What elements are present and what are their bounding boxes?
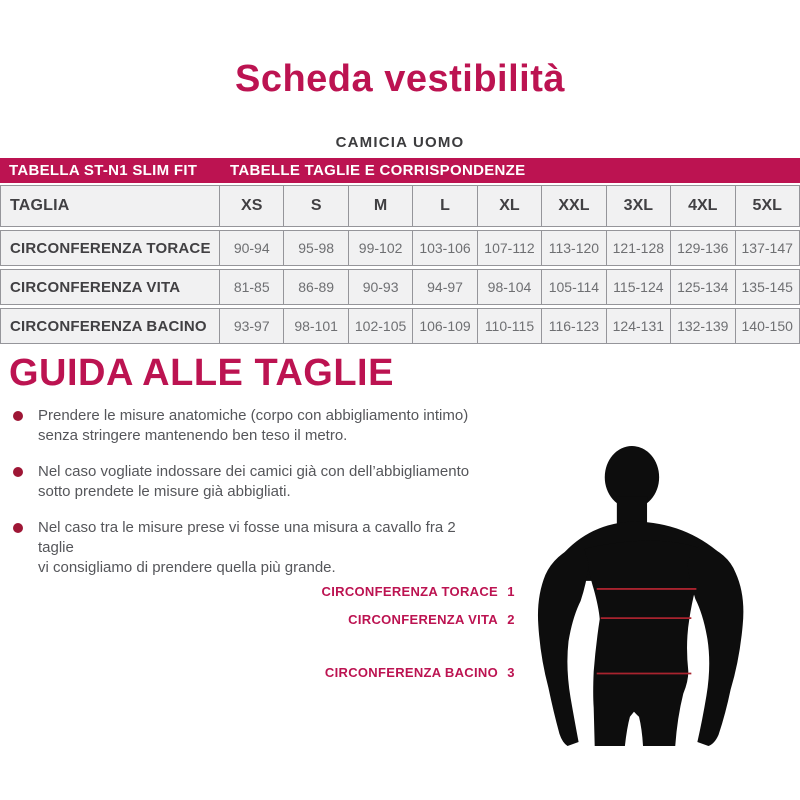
page-subtitle: CAMICIA UOMO (335, 134, 465, 151)
row-label: CIRCONFERENZA TORACE (10, 239, 211, 257)
value-cell: 129-136 (670, 231, 734, 265)
bullet-text-line: senza stringere mantenendo ben teso il metro. (38, 426, 348, 444)
bullet-text (38, 518, 495, 578)
bullet-text (38, 462, 469, 502)
value-cell: 113-120 (541, 231, 605, 265)
value-cell: 110-115 (477, 309, 541, 343)
measure-label-vita (43, 612, 524, 627)
value-cell: 95-98 (283, 231, 347, 265)
value-cell: 121-128 (606, 231, 670, 265)
size-header-row (0, 185, 800, 227)
measure-label-bacino (43, 665, 524, 680)
silhouette-right-arm (687, 545, 743, 746)
page-title: Scheda vestibilità (234, 58, 565, 100)
guide-bullet (10, 518, 495, 578)
bullet-dot-icon (13, 467, 23, 477)
value-cell: 102-105 (348, 309, 412, 343)
size-header-cell: XXL (541, 186, 605, 226)
value-cell: 98-101 (283, 309, 347, 343)
bullet-text-line: Nel caso tra le misure prese vi fosse una misura a cavallo fra 2 taglie (38, 518, 456, 556)
measure-label-text: CIRCONFERENZA TORACE (321, 584, 498, 599)
size-header-cell: M (348, 186, 412, 226)
size-header-cell: 4XL (670, 186, 734, 226)
silhouette-torso-legs (585, 541, 702, 746)
table-title-left: TABELLA ST-N1 SLIM FIT (9, 162, 198, 179)
row-label: CIRCONFERENZA VITA (10, 278, 181, 296)
size-header-cell: S (283, 186, 347, 226)
value-cell: 98-104 (477, 270, 541, 304)
bullet-dot-icon (13, 523, 23, 533)
value-cell: 94-97 (412, 270, 476, 304)
guide-heading: GUIDA ALLE TAGLIE (9, 352, 394, 394)
table-corner-label: TAGLIA (10, 197, 70, 214)
bullet-text-line: Nel caso vogliate indossare dei camici già con dell’abbigliamento (38, 462, 470, 480)
size-header-cell: 3XL (606, 186, 670, 226)
value-cell: 99-102 (348, 231, 412, 265)
size-header-cell: XL (477, 186, 541, 226)
size-table (0, 158, 800, 344)
measure-number: 3 (507, 665, 515, 680)
value-cell: 132-139 (670, 309, 734, 343)
bullet-text-line: vi consigliamo di prendere quella più grande. (38, 558, 336, 576)
measure-label-torace (43, 584, 524, 599)
bullet-text-line: sotto prendete le misure già abbigliati. (38, 482, 291, 500)
value-cell: 107-112 (477, 231, 541, 265)
row-label: CIRCONFERENZA BACINO (10, 317, 207, 335)
value-cell: 86-89 (283, 270, 347, 304)
value-cell: 90-93 (348, 270, 412, 304)
size-header-cell: XS (219, 186, 283, 226)
value-cell: 90-94 (219, 231, 283, 265)
table-header-bar (0, 158, 800, 183)
value-cell: 103-106 (412, 231, 476, 265)
measure-label-text: CIRCONFERENZA BACINO (324, 665, 498, 680)
table-title-right: TABELLE TAGLIE E CORRISPONDENZE (230, 162, 526, 179)
male-silhouette-icon (534, 444, 746, 746)
value-cell: 135-145 (735, 270, 799, 304)
value-cell: 106-109 (412, 309, 476, 343)
measure-label-text: CIRCONFERENZA VITA (348, 612, 498, 627)
silhouette-left-arm (538, 545, 589, 746)
value-cell: 93-97 (219, 309, 283, 343)
size-header-cell: 5XL (735, 186, 799, 226)
measure-number: 2 (507, 612, 515, 627)
table-row-torace (0, 230, 800, 266)
value-cell: 125-134 (670, 270, 734, 304)
value-cell: 140-150 (735, 309, 799, 343)
guide-bullet-list (10, 406, 495, 594)
value-cell: 115-124 (606, 270, 670, 304)
bullet-text-line: Prendere le misure anatomiche (corpo con abbigliamento intimo) (38, 407, 469, 424)
bullet-text (38, 406, 468, 446)
value-cell: 124-131 (606, 309, 670, 343)
table-row-vita (0, 269, 800, 305)
bullet-dot-icon (13, 411, 23, 421)
size-header-cell: L (412, 186, 476, 226)
value-cell: 81-85 (219, 270, 283, 304)
value-cell: 137-147 (735, 231, 799, 265)
value-cell: 105-114 (541, 270, 605, 304)
value-cell: 116-123 (541, 309, 605, 343)
measure-number: 1 (507, 584, 515, 599)
guide-bullet (10, 406, 495, 446)
guide-bullet (10, 462, 495, 502)
table-row-bacino (0, 308, 800, 344)
